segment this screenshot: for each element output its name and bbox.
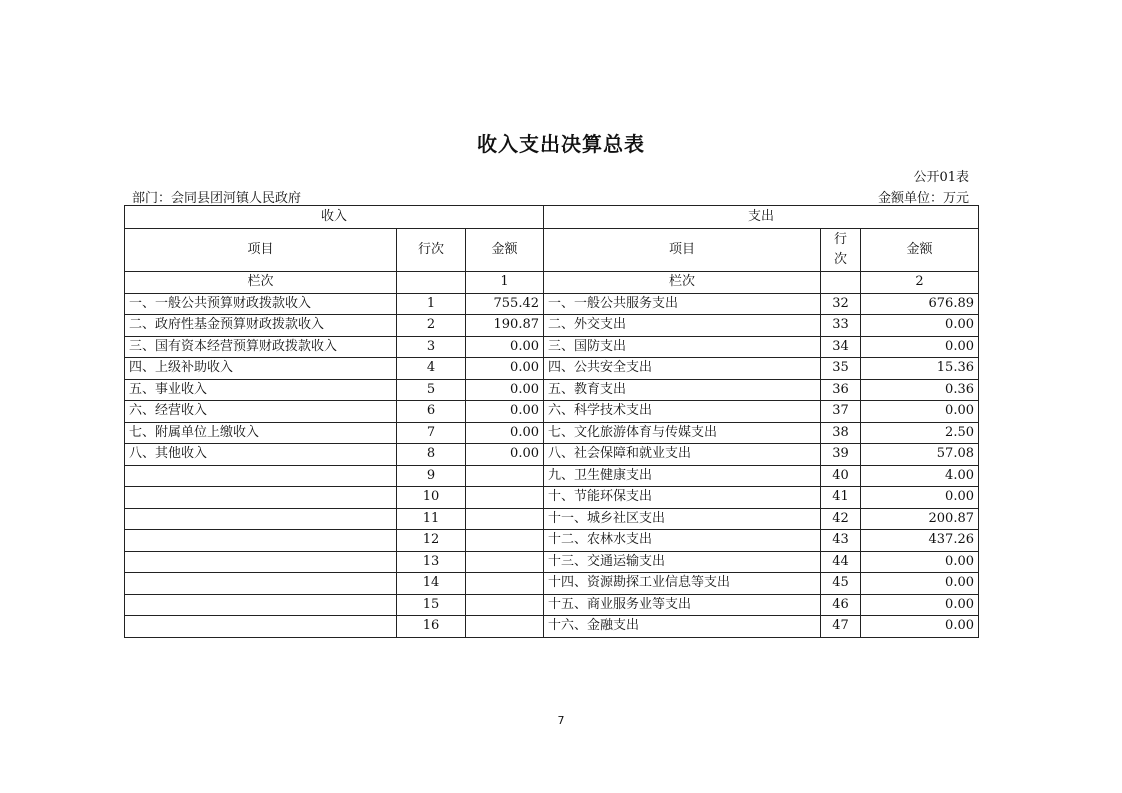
income-item-cell <box>125 551 397 573</box>
income-item-cell: 四、上级补助收入 <box>125 358 397 380</box>
income-item-cell <box>125 573 397 595</box>
expense-row-cell: 43 <box>821 530 861 552</box>
expense-amount-cell: 57.08 <box>861 444 979 466</box>
expense-row-header-top: 行 <box>833 232 847 247</box>
income-amount-cell <box>466 616 544 638</box>
table-row <box>125 616 979 638</box>
income-amount-cell: 0.00 <box>466 444 544 466</box>
expense-row-cell: 42 <box>821 508 861 530</box>
table-row <box>125 401 979 423</box>
expense-amount-header: 金额 <box>861 229 979 272</box>
expense-row-cell: 47 <box>821 616 861 638</box>
expense-item-cell: 十四、资源勘探工业信息等支出 <box>544 573 821 595</box>
expense-amount-cell: 0.00 <box>861 616 979 638</box>
income-row-cell: 13 <box>397 551 466 573</box>
expense-item-cell: 六、科学技术支出 <box>544 401 821 423</box>
table-row <box>125 530 979 552</box>
income-item-cell: 二、政府性基金预算财政拨款收入 <box>125 315 397 337</box>
expense-row-cell: 45 <box>821 573 861 595</box>
income-item-cell <box>125 594 397 616</box>
expense-amount-cell: 0.00 <box>861 401 979 423</box>
income-row-cell: 16 <box>397 616 466 638</box>
department-label: 部门：会同县团河镇人民政府 <box>132 191 302 206</box>
income-item-cell <box>125 616 397 638</box>
income-section-header: 收入 <box>125 206 544 229</box>
table-row <box>125 465 979 487</box>
expense-item-cell: 九、卫生健康支出 <box>544 465 821 487</box>
table-row <box>125 422 979 444</box>
income-amount-cell <box>466 573 544 595</box>
income-amount-cell: 0.00 <box>466 379 544 401</box>
income-row-cell: 2 <box>397 315 466 337</box>
income-row-cell: 14 <box>397 573 466 595</box>
income-row-cell: 4 <box>397 358 466 380</box>
expense-row-cell: 34 <box>821 336 861 358</box>
income-item-cell <box>125 508 397 530</box>
income-item-cell: 五、事业收入 <box>125 379 397 401</box>
expense-row-cell: 44 <box>821 551 861 573</box>
expense-amount-cell: 0.36 <box>861 379 979 401</box>
expense-row-cell: 38 <box>821 422 861 444</box>
income-row-header: 行次 <box>397 229 466 272</box>
expense-item-cell: 二、外交支出 <box>544 315 821 337</box>
expense-item-cell: 十一、城乡社区支出 <box>544 508 821 530</box>
expense-row-cell: 36 <box>821 379 861 401</box>
expense-amount-cell: 200.87 <box>861 508 979 530</box>
expense-row-header <box>821 229 861 272</box>
income-item-cell <box>125 530 397 552</box>
expense-item-header: 项目 <box>544 229 821 272</box>
income-item-header: 项目 <box>125 229 397 272</box>
income-row-cell: 15 <box>397 594 466 616</box>
expense-index-number: 2 <box>861 272 979 294</box>
expense-item-cell: 十六、金融支出 <box>544 616 821 638</box>
income-amount-cell <box>466 594 544 616</box>
income-row-cell: 6 <box>397 401 466 423</box>
income-row-cell: 12 <box>397 530 466 552</box>
expense-row-cell: 35 <box>821 358 861 380</box>
income-row-cell: 7 <box>397 422 466 444</box>
page-number: 7 <box>557 714 565 727</box>
income-item-cell <box>125 465 397 487</box>
expense-amount-cell: 437.26 <box>861 530 979 552</box>
income-row-cell: 9 <box>397 465 466 487</box>
expense-item-cell: 十三、交通运输支出 <box>544 551 821 573</box>
income-amount-header: 金额 <box>466 229 544 272</box>
income-amount-cell <box>466 487 544 509</box>
expense-index-label: 栏次 <box>544 272 821 294</box>
expense-amount-cell: 0.00 <box>861 573 979 595</box>
section-header-row <box>125 206 979 229</box>
expense-amount-cell: 0.00 <box>861 336 979 358</box>
table-row <box>125 551 979 573</box>
income-item-cell: 三、国有资本经营预算财政拨款收入 <box>125 336 397 358</box>
form-code: 公开01表 <box>913 170 969 185</box>
income-amount-cell: 0.00 <box>466 401 544 423</box>
income-item-cell <box>125 487 397 509</box>
income-index-label: 栏次 <box>125 272 397 294</box>
expense-amount-cell: 676.89 <box>861 293 979 315</box>
income-row-cell: 5 <box>397 379 466 401</box>
income-index-number: 1 <box>466 272 544 294</box>
column-index-row <box>125 272 979 294</box>
expense-item-cell: 五、教育支出 <box>544 379 821 401</box>
table-row <box>125 379 979 401</box>
table-row <box>125 508 979 530</box>
table-row <box>125 573 979 595</box>
expense-row-cell: 41 <box>821 487 861 509</box>
expense-row-cell: 40 <box>821 465 861 487</box>
expense-item-cell: 三、国防支出 <box>544 336 821 358</box>
document-title: 收入支出决算总表 <box>477 132 645 156</box>
income-amount-cell: 0.00 <box>466 422 544 444</box>
expense-row-cell: 37 <box>821 401 861 423</box>
income-expense-table <box>124 205 979 638</box>
expense-item-cell: 十五、商业服务业等支出 <box>544 594 821 616</box>
table-row <box>125 358 979 380</box>
expense-item-cell: 一、一般公共服务支出 <box>544 293 821 315</box>
expense-amount-cell: 0.00 <box>861 315 979 337</box>
expense-row-header-bottom: 次 <box>833 252 847 267</box>
expense-index-blank <box>821 272 861 294</box>
expense-amount-cell: 15.36 <box>861 358 979 380</box>
table-row <box>125 487 979 509</box>
expense-row-cell: 46 <box>821 594 861 616</box>
income-row-cell: 10 <box>397 487 466 509</box>
expense-row-cell: 39 <box>821 444 861 466</box>
table-row <box>125 293 979 315</box>
income-item-cell: 一、一般公共预算财政拨款收入 <box>125 293 397 315</box>
expense-item-cell: 七、文化旅游体育与传媒支出 <box>544 422 821 444</box>
expense-amount-cell: 0.00 <box>861 551 979 573</box>
expense-amount-cell: 0.00 <box>861 487 979 509</box>
income-amount-cell: 0.00 <box>466 336 544 358</box>
expense-row-cell: 33 <box>821 315 861 337</box>
table-row <box>125 594 979 616</box>
column-header-row <box>125 229 979 272</box>
income-amount-cell <box>466 465 544 487</box>
income-row-cell: 8 <box>397 444 466 466</box>
expense-item-cell: 十二、农林水支出 <box>544 530 821 552</box>
expense-section-header: 支出 <box>544 206 979 229</box>
expense-amount-cell: 2.50 <box>861 422 979 444</box>
income-row-cell: 11 <box>397 508 466 530</box>
table-row <box>125 336 979 358</box>
income-amount-cell: 0.00 <box>466 358 544 380</box>
expense-amount-cell: 0.00 <box>861 594 979 616</box>
expense-amount-cell: 4.00 <box>861 465 979 487</box>
expense-item-cell: 十、节能环保支出 <box>544 487 821 509</box>
table-row <box>125 315 979 337</box>
income-item-cell: 六、经营收入 <box>125 401 397 423</box>
expense-row-cell: 32 <box>821 293 861 315</box>
income-item-cell: 七、附属单位上缴收入 <box>125 422 397 444</box>
income-amount-cell <box>466 508 544 530</box>
table-row <box>125 444 979 466</box>
amount-unit-label: 金额单位：万元 <box>877 191 969 206</box>
income-amount-cell: 190.87 <box>466 315 544 337</box>
income-amount-cell <box>466 530 544 552</box>
income-index-blank <box>397 272 466 294</box>
expense-item-cell: 四、公共安全支出 <box>544 358 821 380</box>
income-row-cell: 3 <box>397 336 466 358</box>
expense-item-cell: 八、社会保障和就业支出 <box>544 444 821 466</box>
income-amount-cell <box>466 551 544 573</box>
income-row-cell: 1 <box>397 293 466 315</box>
income-amount-cell: 755.42 <box>466 293 544 315</box>
income-item-cell: 八、其他收入 <box>125 444 397 466</box>
